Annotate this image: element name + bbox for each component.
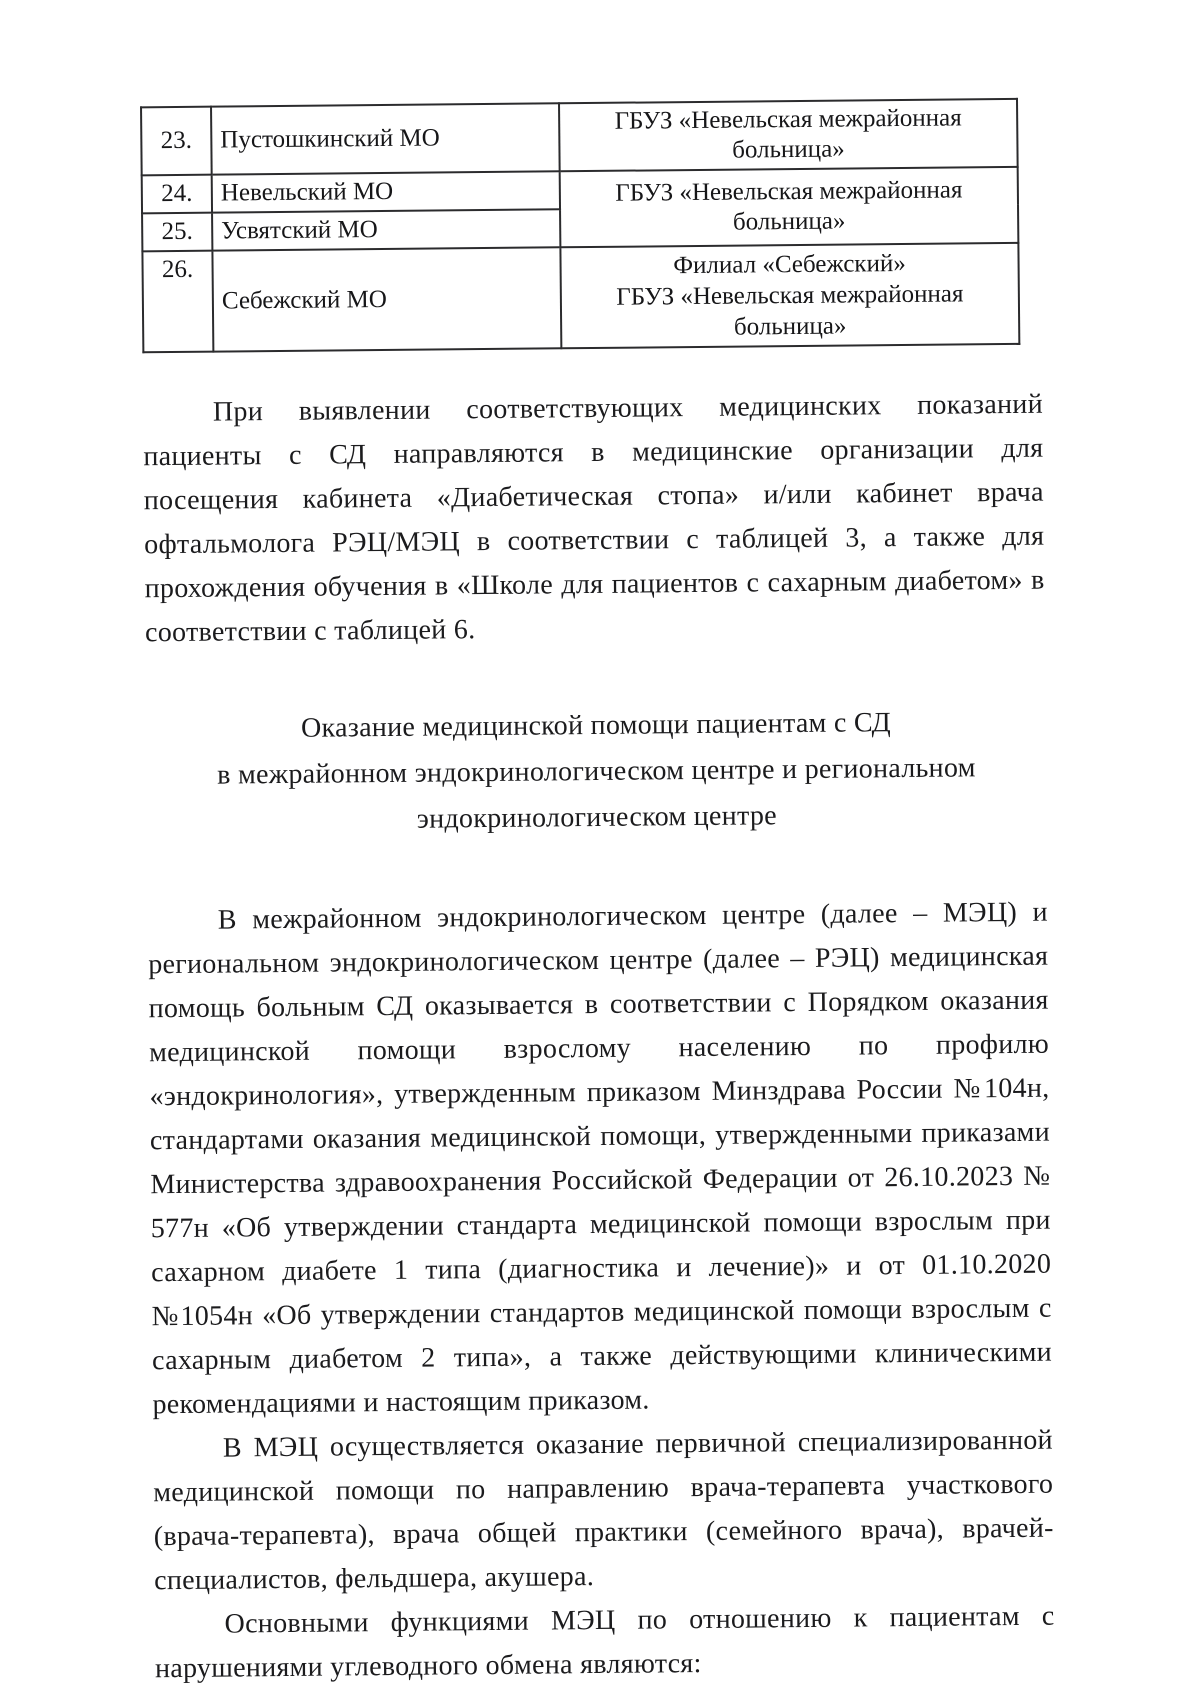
table-row — [142, 167, 1018, 213]
row-number: 23. — [141, 107, 212, 176]
heading-line: Оказание медицинской помощи пациентам с СД — [300, 707, 892, 744]
scanned-document-page — [140, 98, 1055, 1692]
mo-name: Себежский МО — [212, 247, 561, 351]
paragraph-referral: При выявлении соответствующих медицинских показаний пациенты с СД направляются в медицинские организации для посещения кабинета «Диабетическая стопа» и/или кабинет врача офтальмолога РЭЦ/МЭЦ в соответствии с таблицей 3, а также для прохождения обучения в «Школе для пациентов с сахарным диабетом» в соответствии с таблицей 6. — [143, 388, 1045, 649]
paragraph-mec-primary-care: В МЭЦ осуществляется оказание первичной специализированной медицинской помощи по направлению врача-терапевта участкового (врача-терапевта), врача общей практики (семейного врача), врачей-специалистов, фельдшера, акушера. — [153, 1424, 1054, 1597]
row-number: 26. — [142, 251, 213, 353]
org-line-branch: Филиал «Себежский» — [673, 249, 906, 280]
paragraph-mec-rec-care: В межрайонном эндокринологическом центре (далее – МЭЦ) и региональном эндокринологическом центре (далее – РЭЦ) медицинская помощь больным СД оказывается в соответствии с Порядком оказания медицинской помощи взрослому населению по профилю «эндокринология», утвержденным приказом Минздрава России №104н, стандартами оказания медицинской помощи, утвержденными приказами Министерства здравоохранения Российской Федерации от 26.10.2023 № 577н «Об утверждении стандарта медицинской помощи взрослым при сахарном диабете 1 типа (диагностика и лечение)» и от 01.10.2020 №1054н «Об утверждении стандартов медицинской помощи взрослым с сахарным диабетом 2 типа», а также действующими клиническими рекомендациями и настоящим приказом. — [148, 896, 1053, 1421]
row-number: 24. — [142, 175, 212, 214]
heading-line: эндокринологическом центре — [416, 800, 778, 835]
table-row — [142, 243, 1019, 352]
org-name: ГБУЗ «Невельская межрайонная больница» — [560, 167, 1019, 247]
org-line-hospital: ГБУЗ «Невельская межрайонная больница» — [616, 280, 964, 341]
org-name: ГБУЗ «Невельская межрайонная больница» — [559, 99, 1018, 171]
mo-name: Усвятский МО — [212, 209, 560, 250]
mo-name: Пустошкинский МО — [211, 103, 560, 174]
mo-assignment-table — [140, 98, 1020, 353]
section-heading — [146, 699, 1047, 846]
mo-name: Невельский МО — [212, 171, 560, 212]
org-name — [560, 243, 1019, 348]
row-number: 25. — [142, 213, 212, 252]
paragraph-mec-functions-intro: Основными функциями МЭЦ по отношению к пациентам с нарушениями углеводного обмена являются: — [154, 1600, 1055, 1685]
table-row — [141, 99, 1018, 175]
heading-line: в межрайонном эндокринологическом центре и региональном — [217, 752, 976, 791]
